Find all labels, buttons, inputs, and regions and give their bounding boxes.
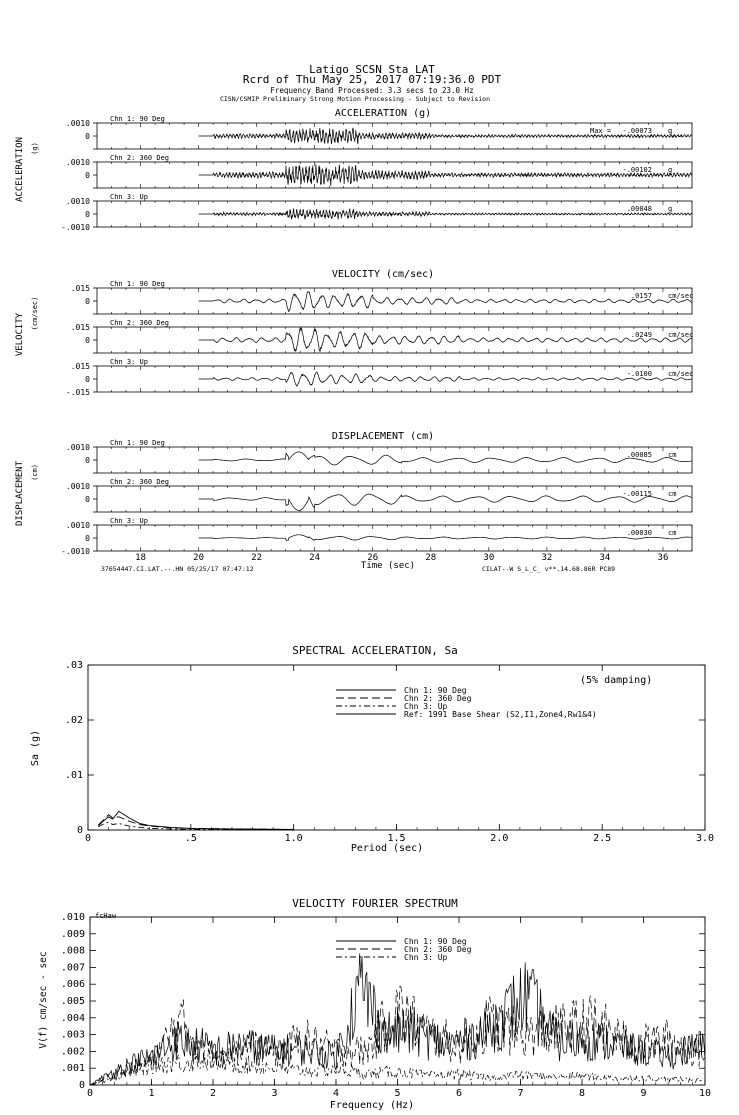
history-acceleration [15, 108, 692, 232]
y-tick-label: .0010 [65, 158, 90, 167]
channel-label: Chn 3: Up [110, 517, 148, 525]
x-tick-label: 8 [578, 1088, 586, 1099]
record-id-footer: 37654447.CI.LAT.--.HN 05/25/17 07:47:12 [101, 565, 254, 573]
time-tick-label: 26 [367, 553, 379, 563]
peak-unit: g [668, 166, 673, 174]
x-tick-label: 6 [455, 1088, 463, 1099]
y-tick-label: -.015 [65, 388, 90, 397]
x-tick-label: 2.5 [593, 833, 612, 844]
time-axis-label: Time (sec) [360, 561, 416, 571]
y-tick-label: .02 [64, 715, 83, 726]
peak-unit: cm/sec [668, 292, 694, 300]
trace-line [199, 452, 692, 465]
trace-line [199, 535, 692, 541]
sa-damping-note: (5% damping) [580, 675, 653, 686]
trace-frame [97, 525, 692, 551]
sa-xlabel: Period (sec) [350, 843, 424, 854]
legend-label: Ref: 1991 Base Shear (S2,I1,Zone4,Rw1&4) [404, 710, 597, 719]
legend-label: Chn 2: 360 Deg [404, 694, 472, 703]
peak-value: .00085 [626, 451, 652, 459]
y-tick-label: 0 [85, 375, 90, 384]
processing-note: CISN/CSMIP Preliminary Strong Motion Processing - Subject to Revision [219, 95, 491, 103]
peak-value: .00048 [626, 205, 652, 213]
peak-unit: cm/sec [668, 370, 694, 378]
x-tick-label: 3 [271, 1088, 278, 1099]
record-title: Rcrd of Thu May 25, 2017 07:19:36.0 PDT [242, 73, 502, 86]
y-tick-label: .015 [70, 362, 90, 371]
time-tick-label: 22 [251, 553, 263, 563]
plot-frame [88, 665, 705, 830]
x-tick-label: 10 [698, 1088, 712, 1099]
y-tick-label: .01 [64, 770, 83, 781]
x-tick-label: 9 [640, 1088, 647, 1099]
y-tick-label: 0 [85, 336, 90, 345]
x-tick-label: .5 [184, 833, 197, 844]
legend-label: Chn 1: 90 Deg [404, 937, 467, 946]
y-tick-label: 0 [85, 132, 90, 141]
x-tick-label: 4 [332, 1088, 340, 1099]
x-tick-label: 2.0 [490, 833, 509, 844]
sa-ylabel: Sa (g) [30, 729, 41, 767]
spectral-acceleration-panel [30, 644, 652, 854]
trace-frame [97, 288, 692, 314]
peak-value: -.00115 [622, 490, 652, 498]
xy-chart-3 [65, 660, 714, 844]
vf-series-line [90, 954, 705, 1086]
y-tick-label: 0 [85, 171, 90, 180]
history-velocity [15, 269, 693, 397]
vf-xlabel: Frequency (Hz) [329, 1100, 415, 1111]
peak-unit: g [668, 205, 673, 213]
vf-corner-label: fcHaw [95, 912, 117, 920]
y-tick-label: -.0010 [61, 547, 90, 556]
y-tick-label: 0 [85, 534, 90, 543]
time-tick-label: 32 [541, 553, 553, 563]
xy-chart-4 [61, 912, 711, 1099]
x-tick-label: 3.0 [695, 833, 715, 844]
legend-label: Chn 3: Up [404, 953, 448, 962]
y-tick-label: .001 [60, 1063, 85, 1075]
x-tick-label: 5 [394, 1088, 401, 1099]
y-tick-label: .010 [60, 912, 85, 923]
side-label: ACCELERATION [15, 136, 25, 203]
x-tick-label: 0 [84, 833, 92, 844]
time-tick-label: 36 [657, 553, 669, 563]
vf-ylabel: V(f) cm/sec - sec [38, 951, 49, 1049]
channel-label: Chn 3: Up [110, 358, 148, 366]
y-tick-label: 0 [76, 825, 83, 836]
y-tick-label: .015 [70, 323, 90, 332]
peak-value: .00030 [626, 529, 652, 537]
y-tick-label: .007 [60, 962, 85, 974]
channel-label: Chn 2: 360 Deg [110, 478, 170, 486]
y-tick-label: 0 [85, 456, 90, 465]
time-tick-label: 30 [483, 553, 495, 563]
time-tick-label: 28 [425, 553, 437, 563]
history-displacement [15, 431, 692, 556]
trace-frame [97, 366, 692, 392]
station-title: Latigo SCSN Sta LAT [309, 63, 435, 76]
trace-line [199, 292, 692, 312]
trace-line [199, 164, 692, 186]
trace-line [199, 328, 692, 352]
sa-series-line [98, 811, 293, 829]
trace-line [199, 372, 692, 386]
side-label: VELOCITY [15, 312, 25, 357]
max-label: Max = [590, 127, 612, 135]
y-tick-label: 0 [85, 297, 90, 306]
panel-title: VELOCITY (cm/sec) [331, 269, 435, 280]
x-tick-label: 1.5 [387, 833, 406, 844]
peak-unit: cm/sec [668, 331, 694, 339]
trace-frame [97, 327, 692, 353]
peak-value: .0249 [630, 331, 652, 339]
y-tick-label: .0010 [65, 197, 90, 206]
y-tick-label: .03 [64, 660, 83, 671]
trace-frame [97, 486, 692, 512]
x-tick-label: 7 [517, 1088, 524, 1099]
y-tick-label: 0 [85, 210, 90, 219]
x-tick-label: 2 [209, 1088, 217, 1099]
trace-line [199, 209, 692, 220]
trace-line [199, 494, 692, 510]
unit-label: (cm) [31, 464, 39, 481]
y-tick-label: .005 [60, 996, 85, 1007]
channel-label: Chn 3: Up [110, 193, 148, 201]
y-tick-label: .006 [60, 979, 85, 991]
unit-label: (g) [31, 142, 39, 155]
y-tick-label: 0 [78, 1080, 85, 1091]
channel-label: Chn 1: 90 Deg [110, 280, 165, 288]
y-tick-label: .009 [60, 928, 85, 940]
peak-value: -.00073 [622, 127, 652, 135]
peak-unit: cm [668, 529, 677, 537]
band-note: Frequency Band Processed: 3.3 secs to 23.0 Hz [270, 86, 474, 95]
y-tick-label: .015 [70, 284, 90, 293]
side-label: DISPLACEMENT [15, 460, 25, 527]
time-history-plots [15, 108, 693, 556]
panel-title: ACCELERATION (g) [334, 108, 432, 119]
y-tick-label: -.0010 [61, 223, 90, 232]
legend-label: Chn 1: 90 Deg [404, 686, 467, 695]
time-tick-label: 20 [193, 553, 205, 563]
y-tick-label: .0010 [65, 443, 90, 452]
channel-label: Chn 1: 90 Deg [110, 115, 165, 123]
sa-title: SPECTRAL ACCELERATION, Sa [292, 644, 458, 657]
x-tick-label: 0 [86, 1088, 94, 1099]
peak-unit: g [668, 127, 673, 135]
x-tick-label: 1 [148, 1088, 155, 1099]
panel-title: DISPLACEMENT (cm) [331, 431, 435, 442]
time-tick-label: 34 [599, 553, 611, 563]
y-tick-label: .0010 [65, 521, 90, 530]
processing-id-footer: CILAT--W S_L_C_ v**.14.68.86R PC89 [482, 565, 616, 573]
channel-label: Chn 2: 360 Deg [110, 154, 170, 162]
y-tick-label: .002 [60, 1046, 85, 1058]
vf-series-line [90, 986, 705, 1085]
y-tick-label: .008 [60, 945, 85, 957]
unit-label: (cm/sec) [31, 296, 39, 331]
peak-value: -.0100 [626, 370, 652, 378]
peak-value: -.00102 [622, 166, 652, 174]
peak-unit: cm [668, 451, 677, 459]
time-tick-label: 24 [309, 553, 321, 563]
channel-label: Chn 1: 90 Deg [110, 439, 165, 447]
peak-unit: cm [668, 490, 677, 498]
y-tick-label: .004 [60, 1012, 85, 1024]
trace-line [199, 128, 692, 144]
time-tick-label: 18 [135, 553, 146, 563]
y-tick-label: .003 [60, 1029, 85, 1041]
y-tick-label: 0 [85, 495, 90, 504]
legend-label: Chn 3: Up [404, 702, 448, 711]
peak-value: .0157 [630, 292, 652, 300]
legend-label: Chn 2: 360 Deg [404, 945, 472, 954]
y-tick-label: .0010 [65, 482, 90, 491]
x-tick-label: 1.0 [284, 833, 303, 844]
vf-title: VELOCITY FOURIER SPECTRUM [292, 897, 458, 910]
y-tick-label: .0010 [65, 119, 90, 128]
channel-label: Chn 2: 360 Deg [110, 319, 170, 327]
